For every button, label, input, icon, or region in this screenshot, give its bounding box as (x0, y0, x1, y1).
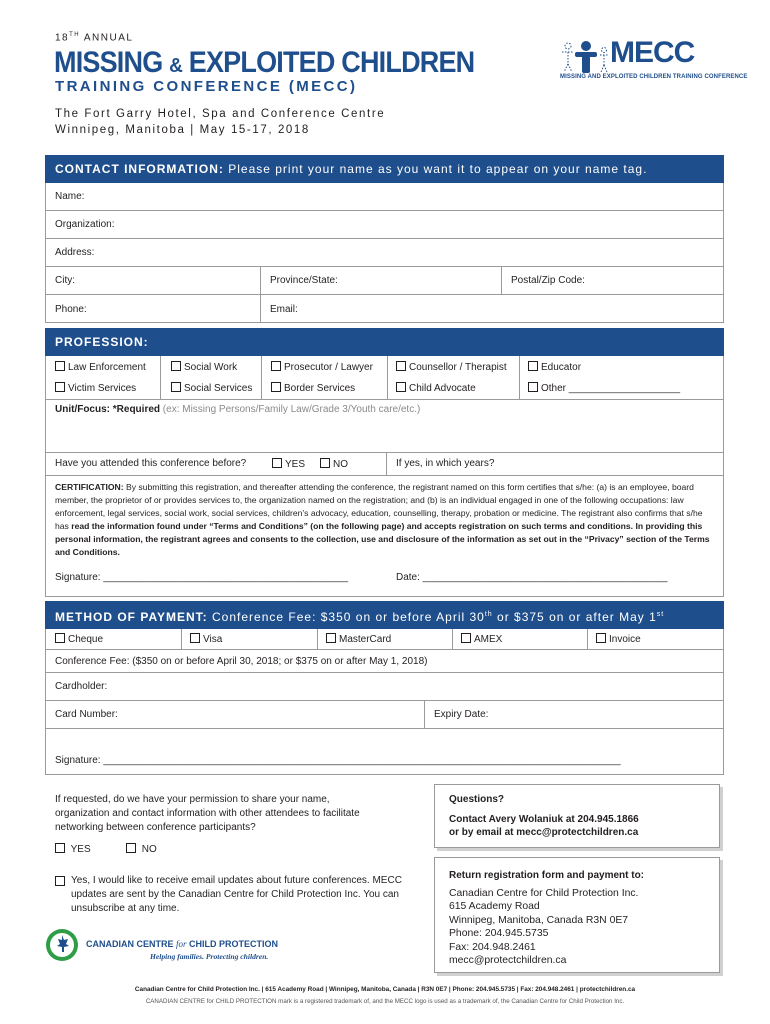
phone-row (46, 295, 723, 323)
contact-section-header: CONTACT INFORMATION: Please print your name as you want it to appear on your name tag. (45, 155, 724, 183)
card-number-label: Card Number: (55, 709, 118, 720)
checkbox[interactable] (55, 361, 65, 371)
option-law-enforcement[interactable] (55, 361, 146, 373)
name-row[interactable] (46, 183, 723, 211)
city-row (46, 267, 723, 295)
checkbox[interactable] (396, 361, 406, 371)
option-victim-services[interactable] (55, 382, 136, 394)
payment-signature[interactable]: Signature: _____________________________________________________________________________________________ (55, 755, 621, 766)
checkbox[interactable] (528, 382, 538, 392)
province-field[interactable] (261, 267, 501, 294)
postal-label: Postal/Zip Code: (511, 275, 585, 286)
payment-amex[interactable] (461, 633, 502, 645)
option-social-work[interactable] (171, 361, 237, 373)
cardholder-field[interactable] (46, 673, 723, 701)
maple-leaf-circle-icon (45, 928, 79, 962)
unit-focus-field[interactable] (46, 400, 723, 453)
address-line: Winnipeg, Manitoba, Canada R3N 0E7 (449, 914, 629, 926)
option-social-services[interactable] (171, 382, 252, 394)
organization-logo (45, 928, 285, 968)
email-label: Email: (270, 303, 298, 315)
option-label: Law Enforcement (68, 362, 146, 373)
checkbox[interactable] (55, 843, 65, 853)
org-tagline: Helping families. Protecting children. (150, 952, 269, 961)
option-label: Counsellor / Therapist (409, 362, 507, 373)
option-label: AMEX (474, 634, 503, 645)
children-figures-icon (560, 40, 610, 74)
phone-label: Phone: (55, 303, 87, 315)
option-counsellor-therapist[interactable] (396, 361, 507, 373)
option-label: Educator (541, 362, 582, 373)
return-address (449, 887, 638, 967)
payment-mastercard[interactable] (326, 633, 391, 645)
checkbox[interactable] (55, 382, 65, 392)
logo-subtitle: MISSING AND EXPLOITED CHILDREN TRAINING CONFERENCE (560, 74, 748, 80)
option-label: Social Work (184, 362, 238, 373)
logo-wordmark: MECC (610, 36, 695, 69)
email-field[interactable] (261, 295, 721, 323)
annual-label: 18TH ANNUAL (55, 32, 134, 44)
checkbox[interactable] (320, 458, 330, 468)
email-updates-text: Yes, I would like to receive email updates about future conferences. MECC updates are sent by the Canadian Centre for Child Protection Inc. You can unsubscribe at any time. (71, 875, 402, 914)
questions-line-1: Contact Avery Wolaniuk at 204.945.1866 (449, 814, 639, 825)
card-row (46, 701, 723, 729)
option-label: NO (141, 844, 157, 855)
checkbox[interactable] (461, 633, 471, 643)
address-line: 615 Academy Road (449, 901, 540, 913)
city-label: City: (55, 275, 75, 286)
phone-field[interactable] (46, 295, 251, 323)
checkbox[interactable] (55, 876, 65, 886)
checkbox[interactable] (171, 361, 181, 371)
return-email-link[interactable]: mecc@protectchildren.ca (449, 955, 567, 967)
checkbox[interactable] (126, 843, 136, 853)
footer-contact: Canadian Centre for Child Protection Inc. | 615 Academy Road | Winnipeg, Manitoba, Canada | R3N 0E7 | Phone: 204.945.5735 | Fax: 204.948.2461 | protectchildren.ca (134, 986, 636, 993)
attended-question: Have you attended this conference before? (55, 458, 247, 469)
attended-no[interactable] (320, 458, 348, 470)
share-yes[interactable] (55, 843, 91, 855)
option-other[interactable] (528, 382, 680, 394)
address-line: Fax: 204.948.2461 (449, 941, 536, 953)
questions-title: Questions? (449, 794, 505, 805)
fee-text: Conference Fee: ($350 on or before April 30, 2018; or $375 on or after May 1, 2018) (55, 655, 428, 667)
option-label: MasterCard (339, 634, 392, 645)
venue-info: The Fort Garry Hotel, Spa and Conference Centre Winnipeg, Manitoba | May 15-17, 2018 (55, 108, 386, 136)
questions-email-link[interactable]: or by email at mecc@protectchildren.ca (449, 827, 639, 838)
mecc-logo (560, 36, 748, 86)
checkbox[interactable] (396, 382, 406, 392)
expiry-field[interactable] (425, 701, 722, 728)
profession-options (46, 356, 723, 400)
organization-label: Organization: (55, 219, 115, 230)
questions-contact (449, 813, 639, 839)
option-label: NO (333, 459, 348, 470)
city-field[interactable] (46, 267, 251, 294)
payment-options (46, 629, 723, 650)
payment-section-header: METHOD OF PAYMENT: Conference Fee: $350 on or before April 30th or $375 on or after May 1st (45, 601, 724, 629)
option-label: Border Services (284, 383, 356, 394)
option-label: Social Services (184, 383, 253, 394)
address-line: Phone: 204.945.5735 (449, 928, 549, 940)
option-label: Cheque (68, 634, 104, 645)
checkbox[interactable] (528, 361, 538, 371)
option-label: Victim Services (68, 383, 137, 394)
province-label: Province/State: (270, 275, 338, 286)
return-address-box (434, 857, 720, 973)
conference-subtitle: TRAINING CONFERENCE (MECC) (55, 78, 358, 95)
postal-field[interactable] (502, 267, 722, 294)
option-label: Child Advocate (409, 383, 476, 394)
contact-form (45, 183, 724, 323)
option-label: Other ____________________ (541, 383, 681, 394)
certification-signature[interactable]: Signature: ____________________________________________ (55, 572, 349, 583)
address-label: Address: (55, 247, 95, 258)
attended-row (46, 453, 723, 476)
profession-section-header: PROFESSION: (45, 328, 724, 356)
expiry-label: Expiry Date: (434, 709, 489, 720)
share-consent-text: If requested, do we have your permission to share your name, organization and contact information with other attendees to facilitate networking between conference participants? (55, 794, 360, 833)
profession-form (45, 356, 724, 597)
cardholder-label: Cardholder: (55, 681, 108, 692)
option-label: YES (70, 844, 91, 855)
address-row[interactable] (46, 239, 723, 267)
address-line: Canadian Centre for Child Protection Inc. (449, 888, 639, 899)
checkbox[interactable] (272, 458, 282, 468)
option-border-services[interactable] (271, 382, 355, 394)
option-prosecutor-lawyer[interactable] (271, 361, 373, 373)
payment-form (45, 629, 724, 775)
email-updates-option[interactable] (55, 874, 420, 916)
payment-invoice[interactable] (596, 633, 641, 645)
name-label: Name: (55, 191, 85, 202)
payment-signature-row (46, 729, 723, 775)
checkbox[interactable] (171, 382, 181, 392)
return-title: Return registration form and payment to: (449, 870, 645, 881)
option-label: Invoice (609, 634, 641, 645)
attended-yes[interactable] (272, 458, 305, 470)
org-logo-name: CANADIAN CENTRE for CHILD PROTECTION (86, 939, 279, 949)
certification-text: CERTIFICATION: By submitting this registration, and thereafter attending the conference, the registrant named on this form certifies that s/he: (a) is an employee, board member, the proprietor of or provides services to, the organization named on the registration; and (b) is an individual engaged in one of the following occupations: law enforcement, legal services, social work, social services, children’s advocacy, education, counselling, therapy, probation or medicine. The registrant also confirms that s/he has read the information found under “Terms and Conditions” (on the following page) and accepts registration on such terms and conditions. In providing this personal information, the registrant agrees and consents to the collection, use and disclosure of the information as set out in the “Privacy” section of the Terms and Conditions. (55, 482, 710, 557)
option-label: Visa (203, 634, 223, 645)
checkbox[interactable] (326, 633, 336, 643)
option-child-advocate[interactable] (396, 382, 476, 394)
footer-trademark: CANADIAN CENTRE for CHILD PROTECTION mark is a registered trademark of, and the MECC logo is used as a trademark of, the Canadian Centre for Child Protection Inc. (145, 998, 625, 1005)
checkbox[interactable] (55, 633, 65, 643)
checkbox[interactable] (596, 633, 606, 643)
payment-cheque[interactable] (55, 633, 103, 645)
share-no[interactable] (126, 843, 157, 855)
option-educator[interactable] (528, 361, 581, 373)
conference-title: MISSING & EXPLOITED CHILDREN (54, 46, 475, 79)
which-years-field[interactable]: If yes, in which years? (396, 458, 495, 469)
card-number-field[interactable] (46, 701, 416, 728)
option-label: YES (285, 459, 306, 470)
option-label: Prosecutor / Lawyer (284, 362, 373, 373)
checkbox[interactable] (271, 382, 281, 392)
certification-date[interactable]: Date: ____________________________________________ (396, 572, 668, 583)
fee-row (46, 650, 723, 673)
checkbox[interactable] (271, 361, 281, 371)
certification-block (46, 476, 723, 597)
organization-row[interactable] (46, 211, 723, 239)
payment-visa[interactable] (190, 633, 222, 645)
questions-box (434, 784, 720, 848)
checkbox[interactable] (190, 633, 200, 643)
unit-focus-label: Unit/Focus: *Required (ex: Missing Persons/Family Law/Grade 3/Youth care/etc.) (55, 404, 421, 415)
